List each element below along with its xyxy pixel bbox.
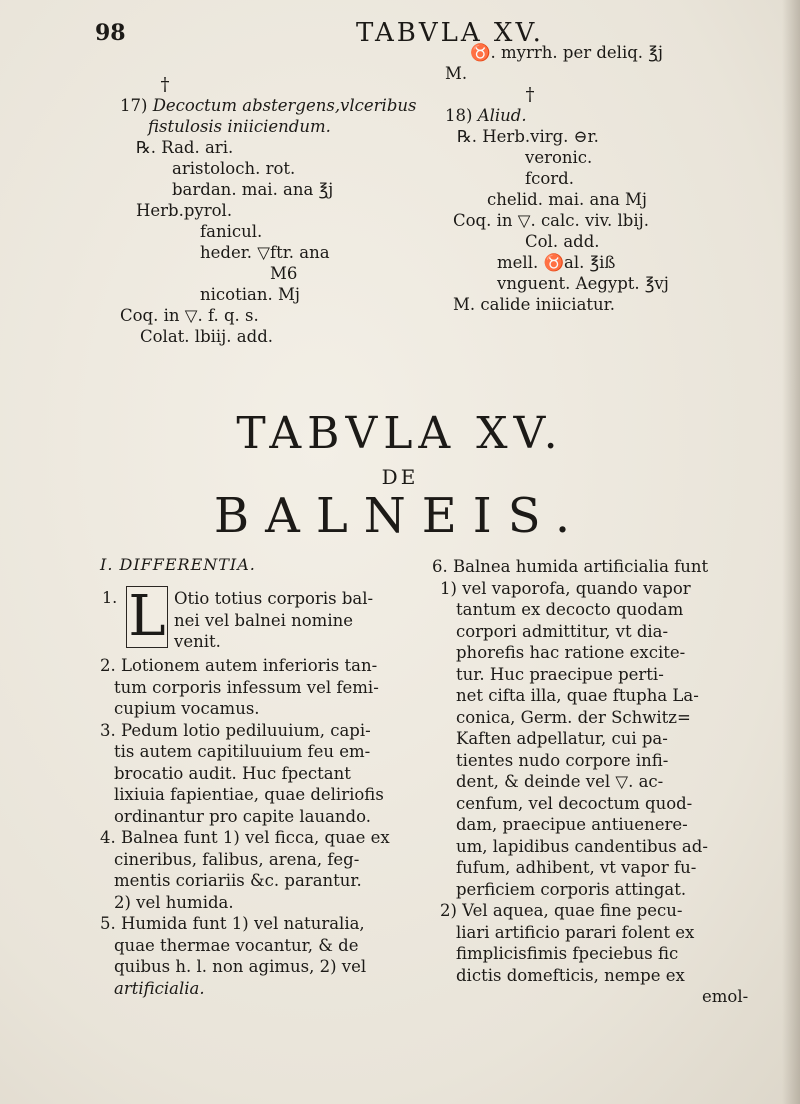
text-line: quibus h. l. non agimus, 2) vel — [114, 957, 367, 976]
left-column-text — [100, 655, 410, 999]
text-line: 4. Balnea funt 1) vel ficca, quae ex — [100, 828, 390, 847]
text-line: dent, & deinde vel ▽. ac- — [456, 772, 664, 791]
text-line: tientes nudo corpore infi- — [456, 750, 669, 770]
text-line: conica, Germ. der Schwitz= — [456, 707, 691, 727]
recipe-line: ℞. Herb.virg. ⊖r. — [457, 127, 599, 146]
text-line: nei vel balnei nomine — [174, 610, 353, 630]
recipe-line: Coq. in ▽. calc. viv. lbij. — [453, 211, 649, 230]
text-line: Otio totius corporis bal- — [174, 589, 374, 608]
text-line: fimplicisfimis fpeciebus fic — [456, 944, 679, 963]
recipe-number: 17) — [120, 96, 148, 115]
text-line: dictis domefticis, nempe ex — [456, 965, 685, 985]
recipe-line: aristoloch. rot. — [172, 159, 296, 178]
recipe-line: Col. add. — [525, 232, 600, 251]
recipe-line: Coq. in ▽. f. q. s. — [120, 306, 259, 325]
text-line: ordinantur pro capite lauando. — [114, 806, 371, 826]
recipe-line: veronic. — [525, 148, 593, 167]
recipe-line: bardan. mai. ana ℥j — [172, 180, 334, 199]
text-line: tis autem capitiluuium feu em- — [114, 742, 371, 761]
recipe-line: fcord. — [525, 169, 574, 188]
drop-cap — [126, 586, 168, 648]
text-line: artificialia. — [114, 978, 205, 998]
recipe-line: M6 — [270, 264, 298, 283]
recipe-title — [445, 105, 705, 126]
text-line: phorefis hac ratione excite- — [456, 643, 686, 662]
text-line: dam, praecipue antiuenere- — [456, 815, 688, 834]
text-line: tantum ex decocto quodam — [456, 600, 684, 619]
text-line: mentis coriariis &c. parantur. — [114, 871, 362, 890]
recipe-line: ♉. myrrh. per deliq. ℥j — [470, 43, 663, 62]
page-number: 98 — [95, 20, 126, 46]
catchword: emol- — [702, 987, 749, 1006]
text-line: cineribus, falibus, arena, feg- — [114, 849, 360, 869]
right-column-text — [432, 556, 752, 1008]
recipe-line: heder. ▽ftr. ana — [200, 243, 330, 262]
section-heading: I. DIFFERENTIA. — [100, 555, 256, 574]
recipe-line: M. calide iniiciatur. — [453, 295, 615, 314]
text-line: venit. — [174, 632, 221, 651]
dagger-mark: † — [160, 74, 170, 95]
text-line: Kaften adpellatur, cui pa- — [456, 729, 668, 748]
table-title: TABVLA XV. — [236, 408, 564, 459]
recipe-line: Herb.pyrol. — [136, 201, 233, 220]
text-line: 2) Vel aquea, quae fine pecu- — [440, 901, 683, 920]
text-line: liari artificio parari folent ex — [456, 922, 695, 942]
text-line: cenfum, vel decoctum quod- — [456, 793, 693, 813]
text-line: um, lapidibus candentibus ad- — [456, 836, 708, 856]
text-line: brocatio audit. Huc fpectant — [114, 763, 351, 783]
recipe-17 — [120, 74, 417, 347]
text-line: tum corporis infessum vel femi- — [114, 677, 379, 697]
text-line: 6. Balnea humida artificialia funt — [432, 557, 709, 576]
text-line: fufum, adhibent, vt vapor fu- — [456, 858, 697, 877]
recipe-line: fanicul. — [200, 222, 263, 241]
recipe-line: chelid. mai. ana Mj — [487, 190, 648, 209]
recipe-title-line: Decoctum abstergens,vlceribus — [152, 96, 417, 115]
text-line: net cifta illa, quae ftupha La- — [456, 686, 699, 705]
text-line: 2) vel humida. — [114, 892, 234, 912]
dagger-mark: † — [525, 84, 535, 105]
running-head: TABVLA XV. — [356, 18, 544, 48]
recipe-line: nicotian. Mj — [200, 285, 300, 304]
text-line: perficiem corporis attingat. — [456, 879, 687, 899]
recipe-title-line: fistulosis iniiciendum. — [148, 117, 331, 136]
text-line: 2. Lotionem autem inferioris tan- — [100, 656, 378, 675]
text-line: cupium vocamus. — [114, 699, 260, 718]
recipe-line: Colat. lbiij. add. — [140, 327, 273, 346]
recipe-title — [120, 95, 417, 116]
text-line: lixiuia fapientiae, quae deliriofis — [114, 785, 384, 804]
recipe-line: vnguent. Aegypt. ℥vj — [497, 274, 669, 293]
title-balneis: BALNEIS. — [213, 488, 587, 544]
recipe-title-line: Aliud. — [477, 106, 527, 125]
recipe-line: ℞. Rad. ari. — [136, 138, 234, 157]
paragraph-1 — [174, 588, 404, 653]
text-line: 1) vel vaporofa, quando vapor — [440, 578, 691, 598]
recipe-line: M. — [445, 64, 468, 83]
recipe-number: 18) — [445, 106, 473, 125]
title-de: DE — [381, 465, 419, 489]
text-line: corpori admittitur, vt dia- — [456, 621, 669, 641]
text-line: 3. Pedum lotio pediluuium, capi- — [100, 720, 371, 740]
recipe-line: mell. ♉al. ℥iß — [497, 253, 616, 272]
text-line: tur. Huc praecipue perti- — [456, 664, 664, 684]
drop-cap-letter: L — [128, 584, 166, 649]
text-line: quae thermae vocantur, & de — [114, 935, 359, 955]
text-line: 5. Humida funt 1) vel naturalia, — [100, 914, 365, 933]
paragraph-number: 1. — [102, 588, 118, 607]
page-edge-shadow — [782, 0, 800, 1104]
recipe-18 — [445, 42, 705, 315]
